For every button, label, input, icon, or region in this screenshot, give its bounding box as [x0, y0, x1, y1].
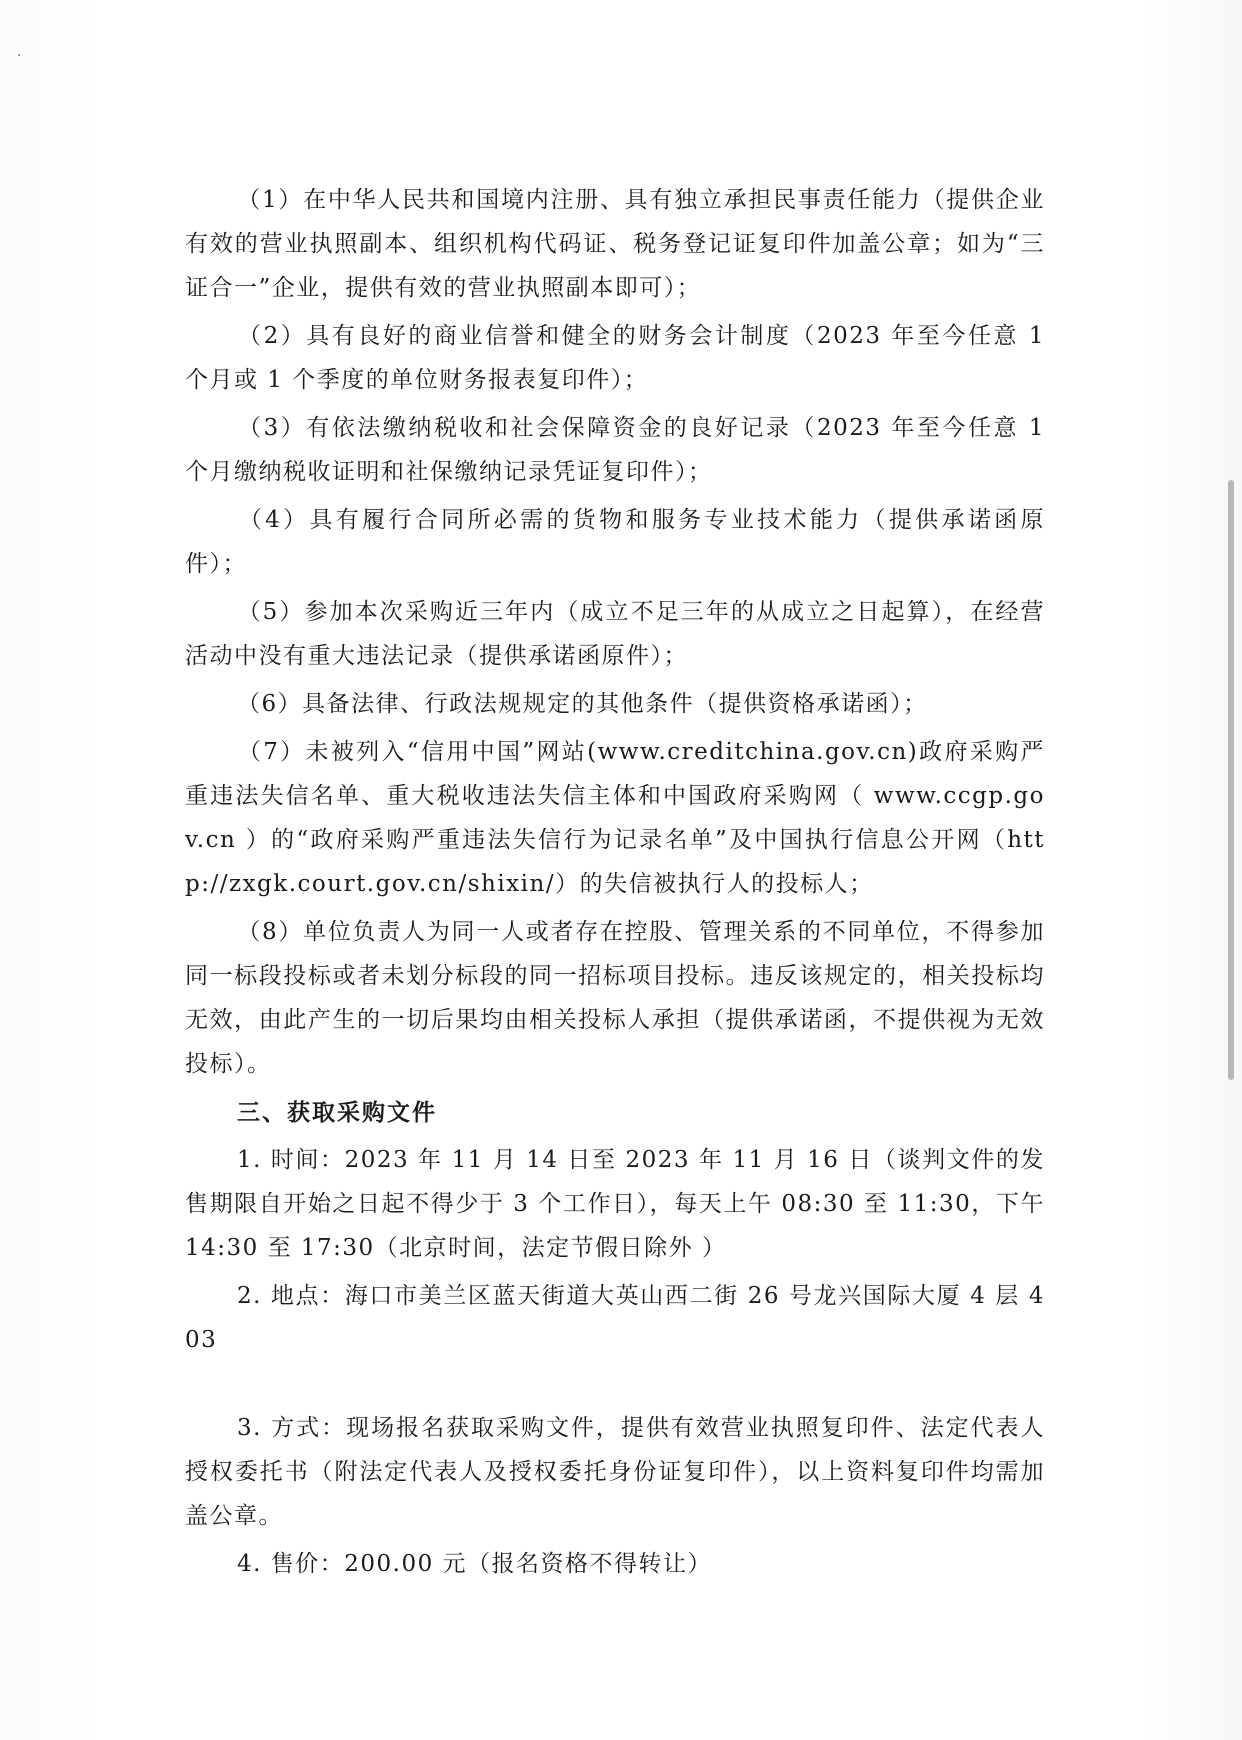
procurement-time: 1. 时间：2023 年 11 月 14 日至 2023 年 11 月 16 日（谈判文件的发售期限自开始之日起不得少于 3 个工作日），每天上午 08:30 至 11:30，下午 14:30 至 17:30（北京时间，法定节假日除外 ）: [185, 1147, 1045, 1261]
qualification-item-8: （8）单位负责人为同一人或者存在控股、管理关系的不同单位，不得参加同一标段投标或者未划分标段的同一招标项目投标。违反该规定的，相关投标均无效，由此产生的一切后果均由相关投标人承担（提供承诺函，不提供视为无效投标）。: [185, 919, 1045, 1077]
qualification-item-1: （1）在中华人民共和国境内注册、具有独立承担民事责任能力（提供企业有效的营业执照副本、组织机构代码证、税务登记证复印件加盖公章；如为“三证合一”企业，提供有效的营业执照副本即可）；: [185, 187, 1045, 301]
procurement-method: 3. 方式：现场报名获取采购文件，提供有效营业执照复印件、法定代表人授权委托书（附法定代表人及授权委托身份证复印件），以上资料复印件均需加盖公章。: [185, 1415, 1045, 1529]
scan-speck: [18, 54, 20, 56]
procurement-location: 2. 地点：海口市美兰区蓝天街道大英山西二街 26 号龙兴国际大厦 4 层 403: [185, 1283, 1045, 1353]
qualification-item-5: （5）参加本次采购近三年内（成立不足三年的从成立之日起算），在经营活动中没有重大违法记录（提供承诺函原件）；: [185, 599, 1045, 669]
qualification-item-7: （7）未被列入“信用中国”网站(www.creditchina.gov.cn)政府采购严重违法失信名单、重大税收违法失信主体和中国政府采购网（ www.ccgp.gov.cn ）的“政府采购严重违法失信行为记录名单”及中国执行信息公开网（http://zxgk.court.gov.cn/shixin/）的失信被执行人的投标人；: [185, 739, 1045, 897]
procurement-price: 4. 售价：200.00 元（报名资格不得转让）: [237, 1551, 713, 1577]
blank-line: [185, 1366, 1045, 1406]
section-heading: 三、获取采购文件: [237, 1100, 437, 1126]
qualification-item-4: （4）具有履行合同所必需的货物和服务专业技术能力（提供承诺函原件）；: [185, 507, 1045, 577]
document-body: [185, 178, 1045, 1590]
scrollbar-thumb[interactable]: [1228, 480, 1234, 1080]
qualification-item-6: （6）具备法律、行政法规规定的其他条件（提供资格承诺函）；: [237, 691, 928, 717]
qualification-item-2: （2）具有良好的商业信誉和健全的财务会计制度（2023 年至今任意 1 个月或 1 个季度的单位财务报表复印件）；: [185, 323, 1045, 393]
qualification-item-3: （3）有依法缴纳税收和社会保障资金的良好记录（2023 年至今任意 1 个月缴纳税收证明和社保缴纳记录凭证复印件）；: [185, 415, 1045, 485]
